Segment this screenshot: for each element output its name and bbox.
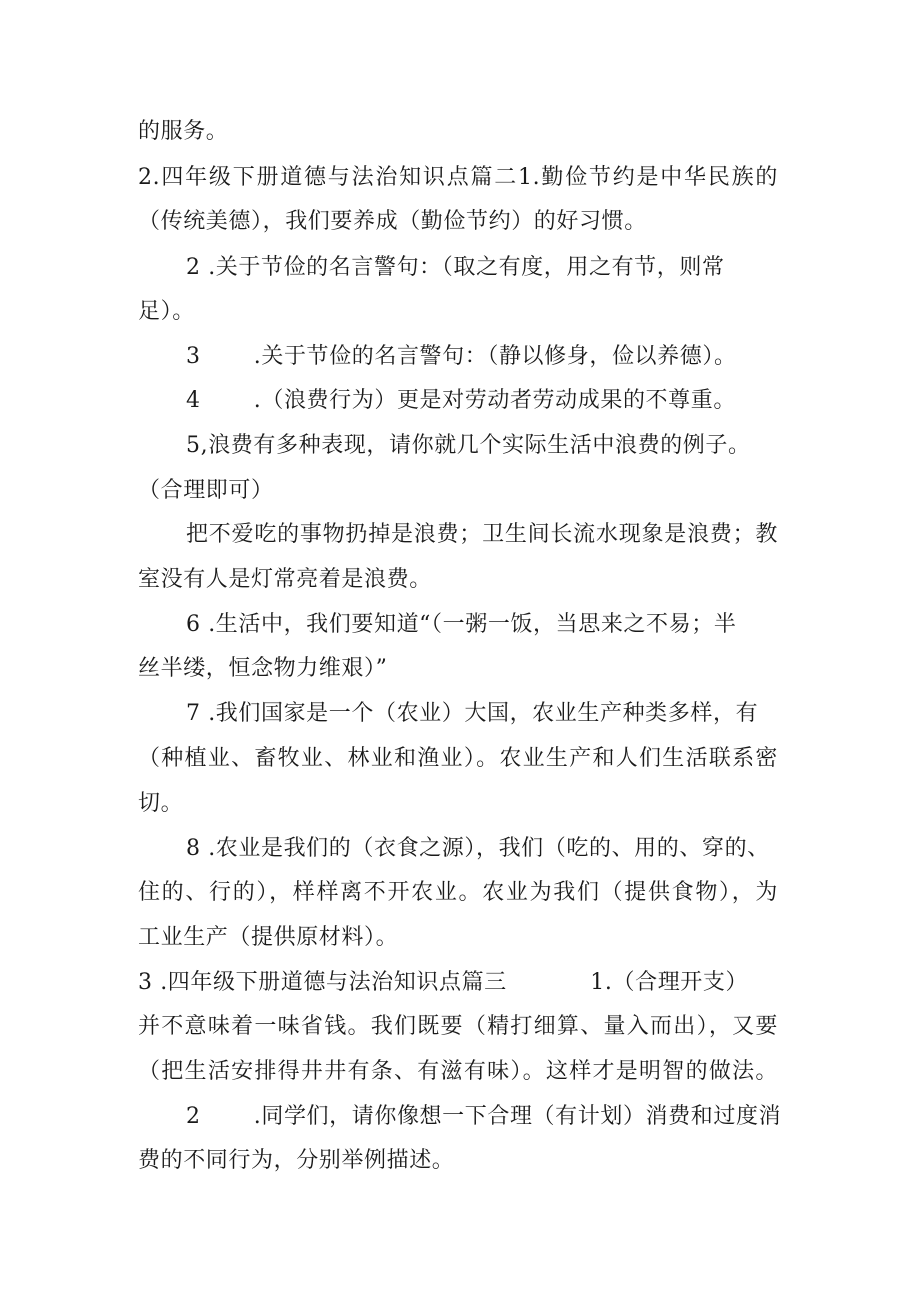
text-line: 足）。 [138,299,195,324]
text-line: （合理即可） [138,478,274,503]
text-line: 6 .生活中，我们要知道“（一粥一饭，当思来之不易；半 [186,612,737,637]
text-line: 8 .农业是我们的（衣食之源），我们（吃的、用的、穿的、 [186,836,770,861]
text-line: （把生活安排得井井有条、有滋有味）。这样才是明智的做法。 [138,1059,778,1084]
text-line: 切。 [138,791,184,816]
text-line: 5,浪费有多种表现，请你就几个实际生活中浪费的例子。 [186,433,751,458]
text-line: 费的不同行为，分别举例描述。 [138,1148,455,1173]
text-line: 的服务。 [138,119,229,144]
text-line: 3 .关于节俭的名言警句：（静以修身，俭以养德）。 [186,344,737,369]
text-line: 丝半缕，恒念物力维艰）” [138,656,388,681]
text-line: 2 .同学们，请你像想一下合理（有计划）消费和过度消 [186,1104,782,1129]
text-line: 把不爱吃的事物扔掉是浪费；卫生间长流水现象是浪费；教 [186,522,778,547]
text-line: 7 .我们国家是一个（农业）大国，农业生产种类多样，有 [186,701,759,726]
text-line: 并不意味着一味省钱。我们既要（精打细算、量入而出），又要 [138,1014,778,1039]
text-line: 3 .四年级下册道德与法治知识点篇三 1.（合理开支） [138,970,749,995]
text-line: （传统美德），我们要养成（勤俭节约）的好习惯。 [138,209,647,234]
text-line: 工业生产（提供原材料）。 [138,925,399,950]
text-line: 室没有人是灯常亮着是浪费。 [138,567,432,592]
text-line: （种植业、畜牧业、林业和渔业）。农业生产和人们生活联系密 [138,746,778,771]
text-line: 2 .关于节俭的名言警句：（取之有度，用之有节，则常 [186,255,725,280]
text-line: 4 .（浪费行为）更是对劳动者劳动成果的不尊重。 [186,388,736,413]
text-line: 2.四年级下册道德与法治知识点篇二1.勤俭节约是中华民族的 [138,165,778,190]
text-line: 住的、行的），样样离不开农业。农业为我们（提供食物），为 [138,880,778,905]
